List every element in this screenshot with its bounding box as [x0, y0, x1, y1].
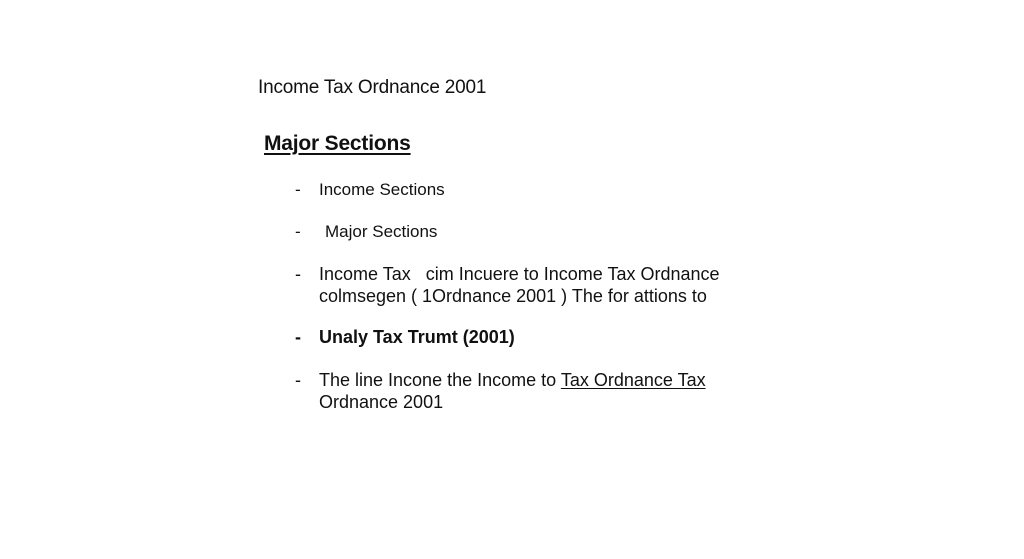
list-item-line: colmsegen ( 1Ordnance 2001 ) The for attions to — [319, 286, 707, 306]
list-item-text: Major Sections — [325, 222, 438, 241]
list-item-text: Unaly Tax Trumt (2001) — [319, 327, 515, 347]
bullet-dash: - — [295, 370, 301, 390]
list-item-text — [319, 263, 720, 307]
list-item — [295, 179, 445, 201]
list-item-text: Income Sections — [319, 180, 445, 199]
list-item — [295, 369, 706, 413]
bullet-dash: - — [295, 180, 301, 199]
underlined-text: Tax Ordnance Tax — [560, 370, 706, 390]
document-title: Income Tax Ordnance 2001 — [258, 77, 487, 98]
bullet-dash: - — [295, 327, 301, 347]
list-item-line: Income Tax cim Incuere to Income Tax Ordnance — [319, 264, 720, 284]
bullet-dash: - — [295, 264, 301, 284]
bullet-dash: - — [295, 222, 301, 241]
list-item — [295, 263, 720, 307]
list-item-line: The line Incone the Income to — [319, 370, 561, 390]
section-heading: Major Sections — [264, 132, 411, 155]
list-item — [295, 221, 437, 243]
list-item-text — [319, 369, 706, 413]
list-item-line: Ordnance 2001 — [319, 392, 444, 412]
list-item — [295, 326, 515, 348]
